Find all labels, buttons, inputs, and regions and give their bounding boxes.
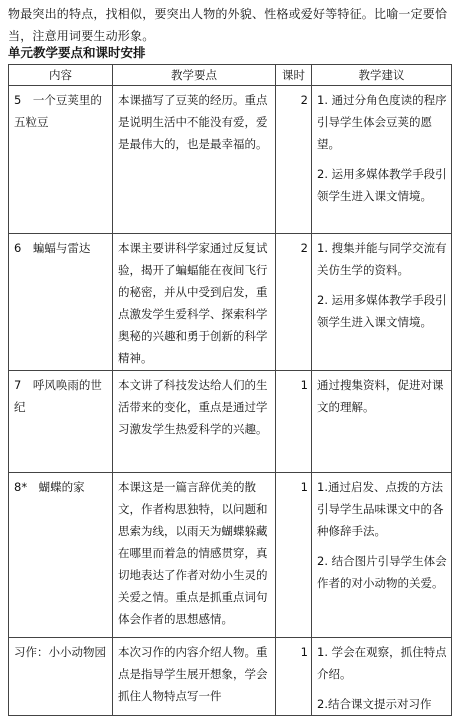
lesson-title: 8* 蝴蝶的家 [9, 473, 113, 638]
teaching-points: 本次习作的内容介绍人物。重点是指导学生展开想象，学会抓住人物特点写一件 [113, 638, 276, 716]
header-content: 内容 [9, 65, 113, 86]
advice-item: 通过搜集资料，促进对课文的理解。 [317, 378, 444, 414]
advice-item: 1. 通过分角色度读的程序引导学生体会豆荚的愿望。 [317, 93, 447, 151]
lesson-title: 习作：小小动物园 [9, 638, 113, 716]
lesson-title: 6 蝙蝠与雷达 [9, 234, 113, 371]
table-header-row [9, 65, 452, 86]
teaching-advice [312, 638, 452, 716]
teaching-advice [312, 371, 452, 473]
class-hours: 1 [276, 638, 312, 716]
advice-item: 2. 运用多媒体教学手段引领学生进入课文情境。 [317, 293, 447, 329]
intro-paragraph: 物最突出的特点，找相似，要突出人物的外貌、性格或爱好等特征。比喻一定要恰当，注意用词要生动形象。 [8, 7, 448, 43]
header-teaching-advice: 教学建议 [312, 65, 452, 86]
advice-item: 1. 学会在观察，抓住特点介绍。 [317, 645, 447, 681]
advice-item: 2. 结合图片引导学生体会作者的对小动物的关爱。 [317, 554, 447, 590]
advice-item: 2.结合课文提示对习作 [317, 697, 432, 711]
teaching-points: 本课描写了豆荚的经历。重点是说明生活中不能没有爱，爱是最伟大的，也是最幸福的。 [113, 86, 276, 234]
class-hours: 1 [276, 371, 312, 473]
table-row [9, 86, 452, 234]
lesson-title: 5 一个豆荚里的五粒豆 [9, 86, 113, 234]
advice-item: 1. 搜集并能与同学交流有关仿生学的资料。 [317, 241, 447, 277]
class-hours: 2 [276, 234, 312, 371]
table-row [9, 638, 452, 716]
table-row [9, 371, 452, 473]
table-row [9, 473, 452, 638]
section-title: 单元教学要点和课时安排 [8, 45, 146, 60]
teaching-advice [312, 86, 452, 234]
header-teaching-points: 教学要点 [113, 65, 276, 86]
header-class-hours: 课时 [276, 65, 312, 86]
teaching-advice [312, 473, 452, 638]
table-row [9, 234, 452, 371]
advice-item: 2. 运用多媒体教学手段引领学生进入课文情境。 [317, 167, 447, 203]
lesson-title: 7 呼风唤雨的世纪 [9, 371, 113, 473]
teaching-points: 本课这是一篇言辞优美的散文，作者构思独特，以问题和思索为线，以雨天为蝴蝶躲藏在哪里而着急的情感贯穿，真切地表达了作者对幼小生灵的关爱之情。重点是抓重点词句体会作者的思想感情。 [113, 473, 276, 638]
advice-item: 1.通过启发、点拨的方法引导学生品味课文中的各种修辞手法。 [317, 480, 444, 538]
teaching-plan-table [8, 64, 452, 716]
class-hours: 2 [276, 86, 312, 234]
teaching-points: 本文讲了科技发达给人们的生活带来的变化，重点是通过学习激发学生热爱科学的兴趣。 [113, 371, 276, 473]
teaching-points: 本课主要讲科学家通过反复试验，揭开了蝙蝠能在夜间飞行的秘密，并从中受到启发，重点激发学生爱科学、探索科学奥秘的兴趣和勇于创新的科学精神。 [113, 234, 276, 371]
class-hours: 1 [276, 473, 312, 638]
teaching-advice [312, 234, 452, 371]
